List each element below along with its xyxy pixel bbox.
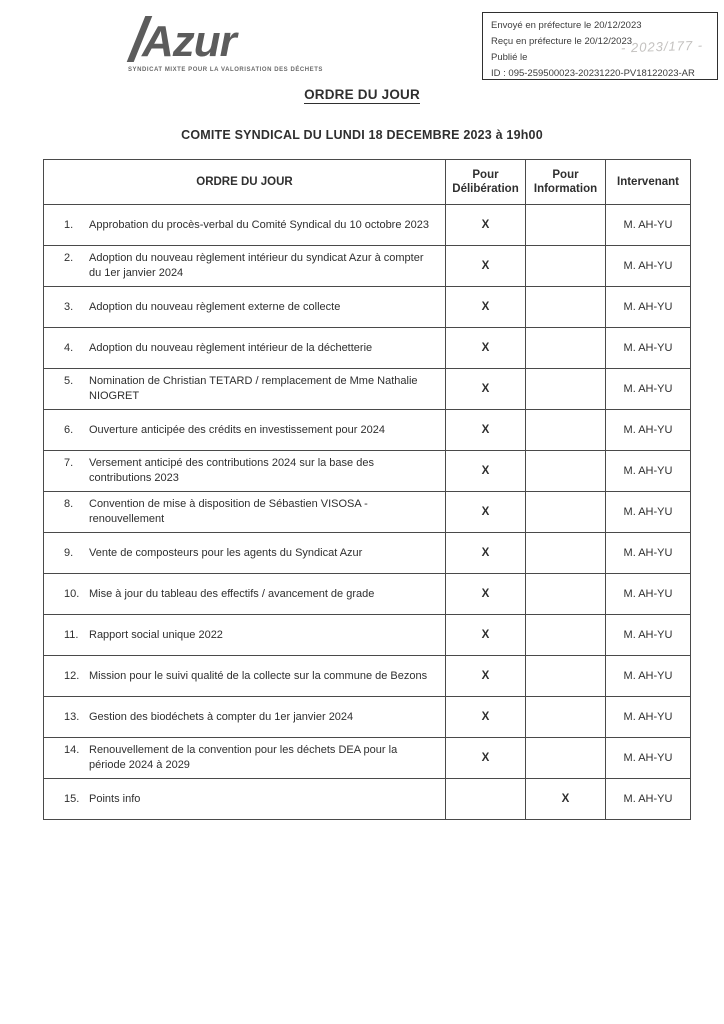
row-intervenant: M. AH-YU bbox=[606, 246, 691, 287]
row-intervenant: M. AH-YU bbox=[606, 328, 691, 369]
table-row bbox=[44, 246, 691, 287]
row-deliberation-mark: X bbox=[446, 205, 526, 246]
row-deliberation-mark: X bbox=[446, 656, 526, 697]
row-deliberation-mark: X bbox=[446, 287, 526, 328]
row-number: 8. bbox=[64, 498, 74, 511]
table-row bbox=[44, 533, 691, 574]
row-text: Convention de mise à disposition de Sébastien VISOSA - renouvellement bbox=[89, 498, 368, 525]
row-text: Rapport social unique 2022 bbox=[89, 628, 223, 641]
row-text: Vente de composteurs pour les agents du Syndicat Azur bbox=[89, 546, 363, 559]
row-number: 5. bbox=[64, 375, 74, 388]
row-deliberation-mark: X bbox=[446, 451, 526, 492]
row-number: 6. bbox=[64, 423, 74, 436]
table-row bbox=[44, 615, 691, 656]
row-information-mark bbox=[526, 492, 606, 533]
row-information-mark bbox=[526, 697, 606, 738]
row-intervenant: M. AH-YU bbox=[606, 533, 691, 574]
row-text: Ouverture anticipée des crédits en investissement pour 2024 bbox=[89, 423, 385, 436]
row-information-mark bbox=[526, 615, 606, 656]
header-ordre-du-jour: ORDRE DU JOUR bbox=[44, 160, 446, 205]
row-text: Mission pour le suivi qualité de la collecte sur la commune de Bezons bbox=[89, 669, 428, 682]
row-intervenant: M. AH-YU bbox=[606, 410, 691, 451]
row-deliberation-mark: X bbox=[446, 369, 526, 410]
table-row bbox=[44, 738, 691, 779]
row-deliberation-mark: X bbox=[446, 697, 526, 738]
stamp-received-line: Reçu en préfecture le 20/12/2023 bbox=[491, 36, 633, 47]
prefecture-stamp bbox=[482, 12, 718, 80]
header-pour-information: Pour Information bbox=[526, 160, 606, 205]
row-number: 1. bbox=[64, 218, 74, 231]
row-information-mark: X bbox=[526, 779, 606, 820]
table-row bbox=[44, 779, 691, 820]
row-deliberation-mark bbox=[446, 779, 526, 820]
row-intervenant: M. AH-YU bbox=[606, 451, 691, 492]
row-intervenant: M. AH-YU bbox=[606, 656, 691, 697]
stamp-published-line: Publié le bbox=[491, 52, 528, 63]
row-text: Renouvellement de la convention pour les déchets DEA pour la période 2024 à 2029 bbox=[89, 744, 398, 771]
row-text: Nomination de Christian TETARD / remplacement de Mme Nathalie NIOGRET bbox=[89, 375, 418, 402]
row-information-mark bbox=[526, 410, 606, 451]
row-number: 2. bbox=[64, 252, 74, 265]
row-intervenant: M. AH-YU bbox=[606, 615, 691, 656]
table-row bbox=[44, 574, 691, 615]
row-information-mark bbox=[526, 574, 606, 615]
table-row bbox=[44, 287, 691, 328]
row-text: Versement anticipé des contributions 2024 sur la base des contributions 2023 bbox=[89, 457, 374, 484]
table-row bbox=[44, 656, 691, 697]
table-row bbox=[44, 205, 691, 246]
row-information-mark bbox=[526, 246, 606, 287]
row-text: Mise à jour du tableau des effectifs / avancement de grade bbox=[89, 587, 375, 600]
row-number: 10. bbox=[64, 587, 80, 600]
row-text: Points info bbox=[89, 792, 141, 805]
stamp-id-line: ID : 095-259500023-20231220-PV18122023-AR bbox=[491, 68, 695, 79]
row-intervenant: M. AH-YU bbox=[606, 492, 691, 533]
row-information-mark bbox=[526, 533, 606, 574]
row-number: 12. bbox=[64, 669, 80, 682]
table-row bbox=[44, 369, 691, 410]
row-intervenant: M. AH-YU bbox=[606, 574, 691, 615]
row-information-mark bbox=[526, 328, 606, 369]
row-intervenant: M. AH-YU bbox=[606, 697, 691, 738]
header-intervenant: Intervenant bbox=[606, 160, 691, 205]
row-number: 11. bbox=[64, 628, 79, 641]
row-deliberation-mark: X bbox=[446, 574, 526, 615]
row-deliberation-mark: X bbox=[446, 246, 526, 287]
row-intervenant: M. AH-YU bbox=[606, 205, 691, 246]
row-information-mark bbox=[526, 656, 606, 697]
row-number: 7. bbox=[64, 457, 74, 470]
row-information-mark bbox=[526, 369, 606, 410]
table-header-row bbox=[44, 160, 691, 205]
row-number: 4. bbox=[64, 341, 74, 354]
row-information-mark bbox=[526, 738, 606, 779]
row-deliberation-mark: X bbox=[446, 738, 526, 779]
table-row bbox=[44, 328, 691, 369]
row-deliberation-mark: X bbox=[446, 410, 526, 451]
row-deliberation-mark: X bbox=[446, 492, 526, 533]
row-text: Adoption du nouveau règlement intérieur de la déchetterie bbox=[89, 341, 373, 354]
row-text: Adoption du nouveau règlement externe de collecte bbox=[89, 300, 341, 313]
row-intervenant: M. AH-YU bbox=[606, 287, 691, 328]
table-row bbox=[44, 451, 691, 492]
row-text: Gestion des biodéchets à compter du 1er janvier 2024 bbox=[89, 710, 354, 723]
stamp-sent-line: Envoyé en préfecture le 20/12/2023 bbox=[491, 20, 642, 31]
row-number: 13. bbox=[64, 710, 80, 723]
row-intervenant: M. AH-YU bbox=[606, 369, 691, 410]
row-deliberation-mark: X bbox=[446, 615, 526, 656]
row-deliberation-mark: X bbox=[446, 328, 526, 369]
table-row bbox=[44, 697, 691, 738]
header-pour-deliberation: Pour Délibération bbox=[446, 160, 526, 205]
logo-text: Azur bbox=[142, 17, 236, 66]
logo-tagline: SYNDICAT MIXTE POUR LA VALORISATION DES DÉCHETS bbox=[128, 67, 323, 73]
agenda-table-body bbox=[44, 205, 691, 820]
table-row bbox=[44, 410, 691, 451]
page-title: ORDRE DU JOUR bbox=[304, 87, 420, 102]
row-text: Adoption du nouveau règlement intérieur du syndicat Azur à compter du 1er janvier 2024 bbox=[89, 252, 424, 279]
row-deliberation-mark: X bbox=[446, 533, 526, 574]
azur-logo bbox=[128, 17, 323, 73]
page-subtitle: COMITE SYNDICAL DU LUNDI 18 DECEMBRE 2023 à 19h00 bbox=[181, 128, 543, 142]
row-intervenant: M. AH-YU bbox=[606, 738, 691, 779]
row-information-mark bbox=[526, 205, 606, 246]
table-row bbox=[44, 492, 691, 533]
row-number: 15. bbox=[64, 792, 80, 805]
row-information-mark bbox=[526, 451, 606, 492]
row-number: 3. bbox=[64, 300, 74, 313]
row-text: Approbation du procès-verbal du Comité Syndical du 10 octobre 2023 bbox=[89, 218, 429, 231]
row-intervenant: M. AH-YU bbox=[606, 779, 691, 820]
row-information-mark bbox=[526, 287, 606, 328]
agenda-table bbox=[43, 159, 691, 820]
row-number: 9. bbox=[64, 546, 74, 559]
stamp-watermark: - 2023/177 - bbox=[620, 37, 704, 56]
row-number: 14. bbox=[64, 744, 80, 757]
